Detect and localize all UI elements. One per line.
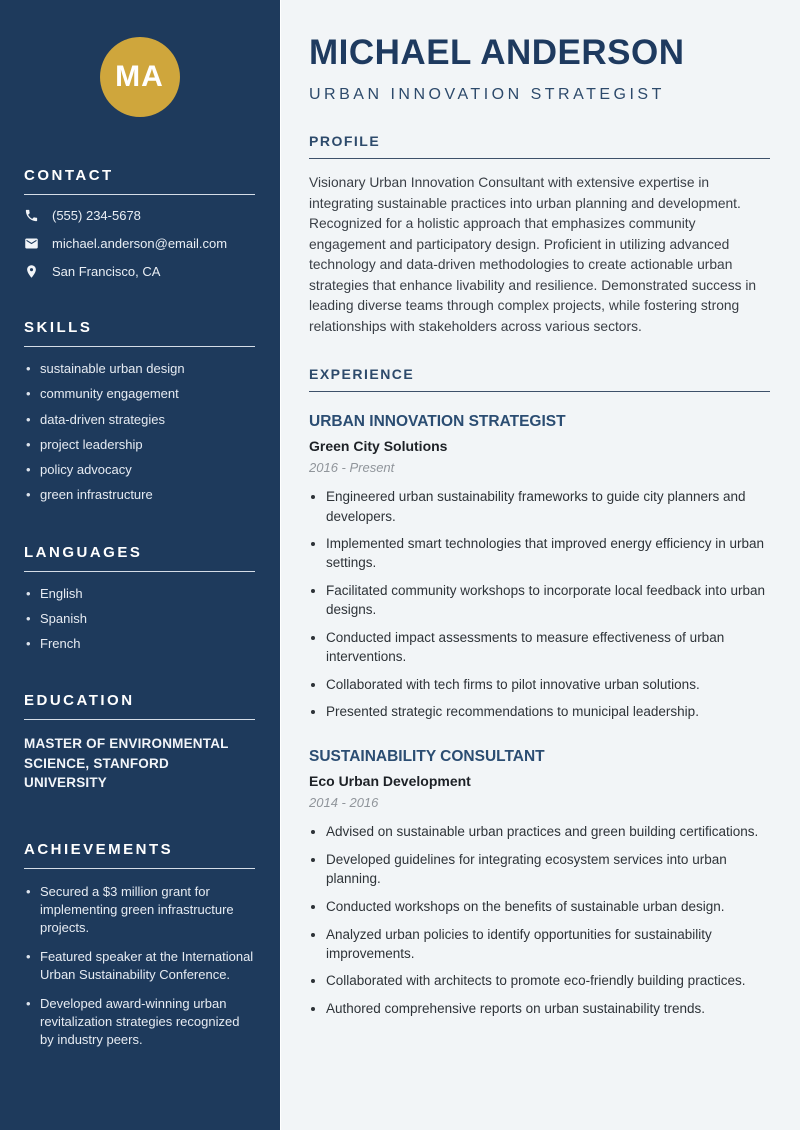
education-heading: EDUCATION xyxy=(24,692,135,710)
experience-heading: EXPERIENCE xyxy=(309,366,415,383)
profile-heading: PROFILE xyxy=(309,133,381,149)
achievements-section xyxy=(24,841,255,1049)
achievements-list xyxy=(24,883,255,1049)
job-bullet: • Engineered urban sustainability frameworks to guide city planners and developers. xyxy=(326,487,770,525)
skills-list xyxy=(24,361,255,504)
job-title: SUSTAINABILITY CONSULTANT xyxy=(309,748,545,766)
language-item: • Spanish xyxy=(24,611,255,627)
divider xyxy=(24,719,255,720)
divider xyxy=(24,868,255,869)
avatar-initials: MA xyxy=(115,60,164,93)
job-bullet: • Developed guidelines for integrating ecosystem services into urban planning. xyxy=(326,850,770,888)
profile-section xyxy=(309,133,770,337)
skill-item: • sustainable urban design xyxy=(24,361,255,377)
languages-heading: LANGUAGES xyxy=(24,543,143,561)
job-bullet: • Facilitated community workshops to incorporate local feedback into urban designs. xyxy=(326,581,770,619)
email-value: michael.anderson@email.com xyxy=(52,236,228,251)
language-item: • English xyxy=(24,586,255,602)
achievement-item: • Secured a $3 million grant for implementing green infrastructure projects. xyxy=(24,883,255,937)
job-company: Eco Urban Development xyxy=(309,773,471,790)
job-bullet: • Analyzed urban policies to identify opportunities for sustainability improvements. xyxy=(326,925,770,963)
skill-item: • data-driven strategies xyxy=(24,412,255,428)
contact-row-phone xyxy=(24,208,255,223)
education-section xyxy=(24,692,255,793)
skills-heading: SKILLS xyxy=(24,319,93,336)
mail-icon xyxy=(24,236,39,251)
divider xyxy=(24,194,255,195)
skill-item: • project leadership xyxy=(24,437,255,453)
achievement-item: • Featured speaker at the International Urban Sustainability Conference. xyxy=(24,948,255,984)
divider xyxy=(24,571,255,572)
job-bullet-list xyxy=(309,487,770,721)
avatar xyxy=(100,37,180,117)
job-bullet: • Collaborated with tech firms to pilot innovative urban solutions. xyxy=(326,675,770,694)
contact-row-email xyxy=(24,236,255,251)
job-bullet: • Collaborated with architects to promote eco-friendly building practices. xyxy=(326,971,770,990)
job-bullet-list xyxy=(309,822,770,1018)
location-pin-icon xyxy=(24,264,39,279)
phone-value: (555) 234-5678 xyxy=(52,208,141,223)
education-degree: MASTER OF ENVIRONMENTAL SCIENCE, STANFORD UNIVERSITY xyxy=(24,736,229,791)
job-bullet: • Authored comprehensive reports on urban sustainability trends. xyxy=(326,999,770,1018)
main-content xyxy=(280,0,800,1130)
person-name: MICHAEL ANDERSON xyxy=(309,33,685,72)
job-dates: 2016 - Present xyxy=(309,460,395,476)
job-dates: 2014 - 2016 xyxy=(309,795,379,811)
experience-section xyxy=(309,366,770,1018)
job-bullet: • Conducted workshops on the benefits of sustainable urban design. xyxy=(326,897,770,916)
languages-list xyxy=(24,586,255,653)
skill-item: • green infrastructure xyxy=(24,487,255,503)
skill-item: • policy advocacy xyxy=(24,462,255,478)
skills-section xyxy=(24,319,255,504)
person-title: URBAN INNOVATION STRATEGIST xyxy=(309,86,665,103)
achievement-item: • Developed award-winning urban revitalization strategies recognized by industry peers. xyxy=(24,995,255,1049)
divider xyxy=(24,346,255,347)
contact-section xyxy=(24,167,255,279)
job-bullet: • Implemented smart technologies that improved energy efficiency in urban settings. xyxy=(326,534,770,572)
skill-item: • community engagement xyxy=(24,386,255,402)
job-bullet: • Presented strategic recommendations to municipal leadership. xyxy=(326,702,770,721)
job-bullet: • Conducted impact assessments to measure effectiveness of urban interventions. xyxy=(326,628,770,666)
achievements-heading: ACHIEVEMENTS xyxy=(24,840,174,858)
profile-text: Visionary Urban Innovation Consultant with extensive expertise in integrating sustainable practices into urban planning and development. Recognized for a holistic approach that emphasizes community engagement and participatory design. Proficient in utilizing advanced technology and data-driven methodologies to create actionable urban strategies that enhance livability and resilience. Demonstrated success in leading diverse teams through complex projects, while fostering strong relationships with stakeholders across various sectors. xyxy=(309,175,757,334)
job-company: Green City Solutions xyxy=(309,438,448,455)
job-entry-2 xyxy=(309,748,770,1018)
job-bullet: • Advised on sustainable urban practices and green building certifications. xyxy=(326,822,770,841)
sidebar xyxy=(0,0,280,1130)
job-title: URBAN INNOVATION STRATEGIST xyxy=(309,413,566,431)
languages-section xyxy=(24,544,255,653)
job-entry-1 xyxy=(309,413,770,721)
phone-icon xyxy=(24,208,39,223)
language-item: • French xyxy=(24,636,255,652)
divider xyxy=(309,158,770,159)
contact-row-location xyxy=(24,264,255,279)
location-value: San Francisco, CA xyxy=(52,264,161,279)
contact-heading: CONTACT xyxy=(24,167,114,184)
divider xyxy=(309,391,770,392)
